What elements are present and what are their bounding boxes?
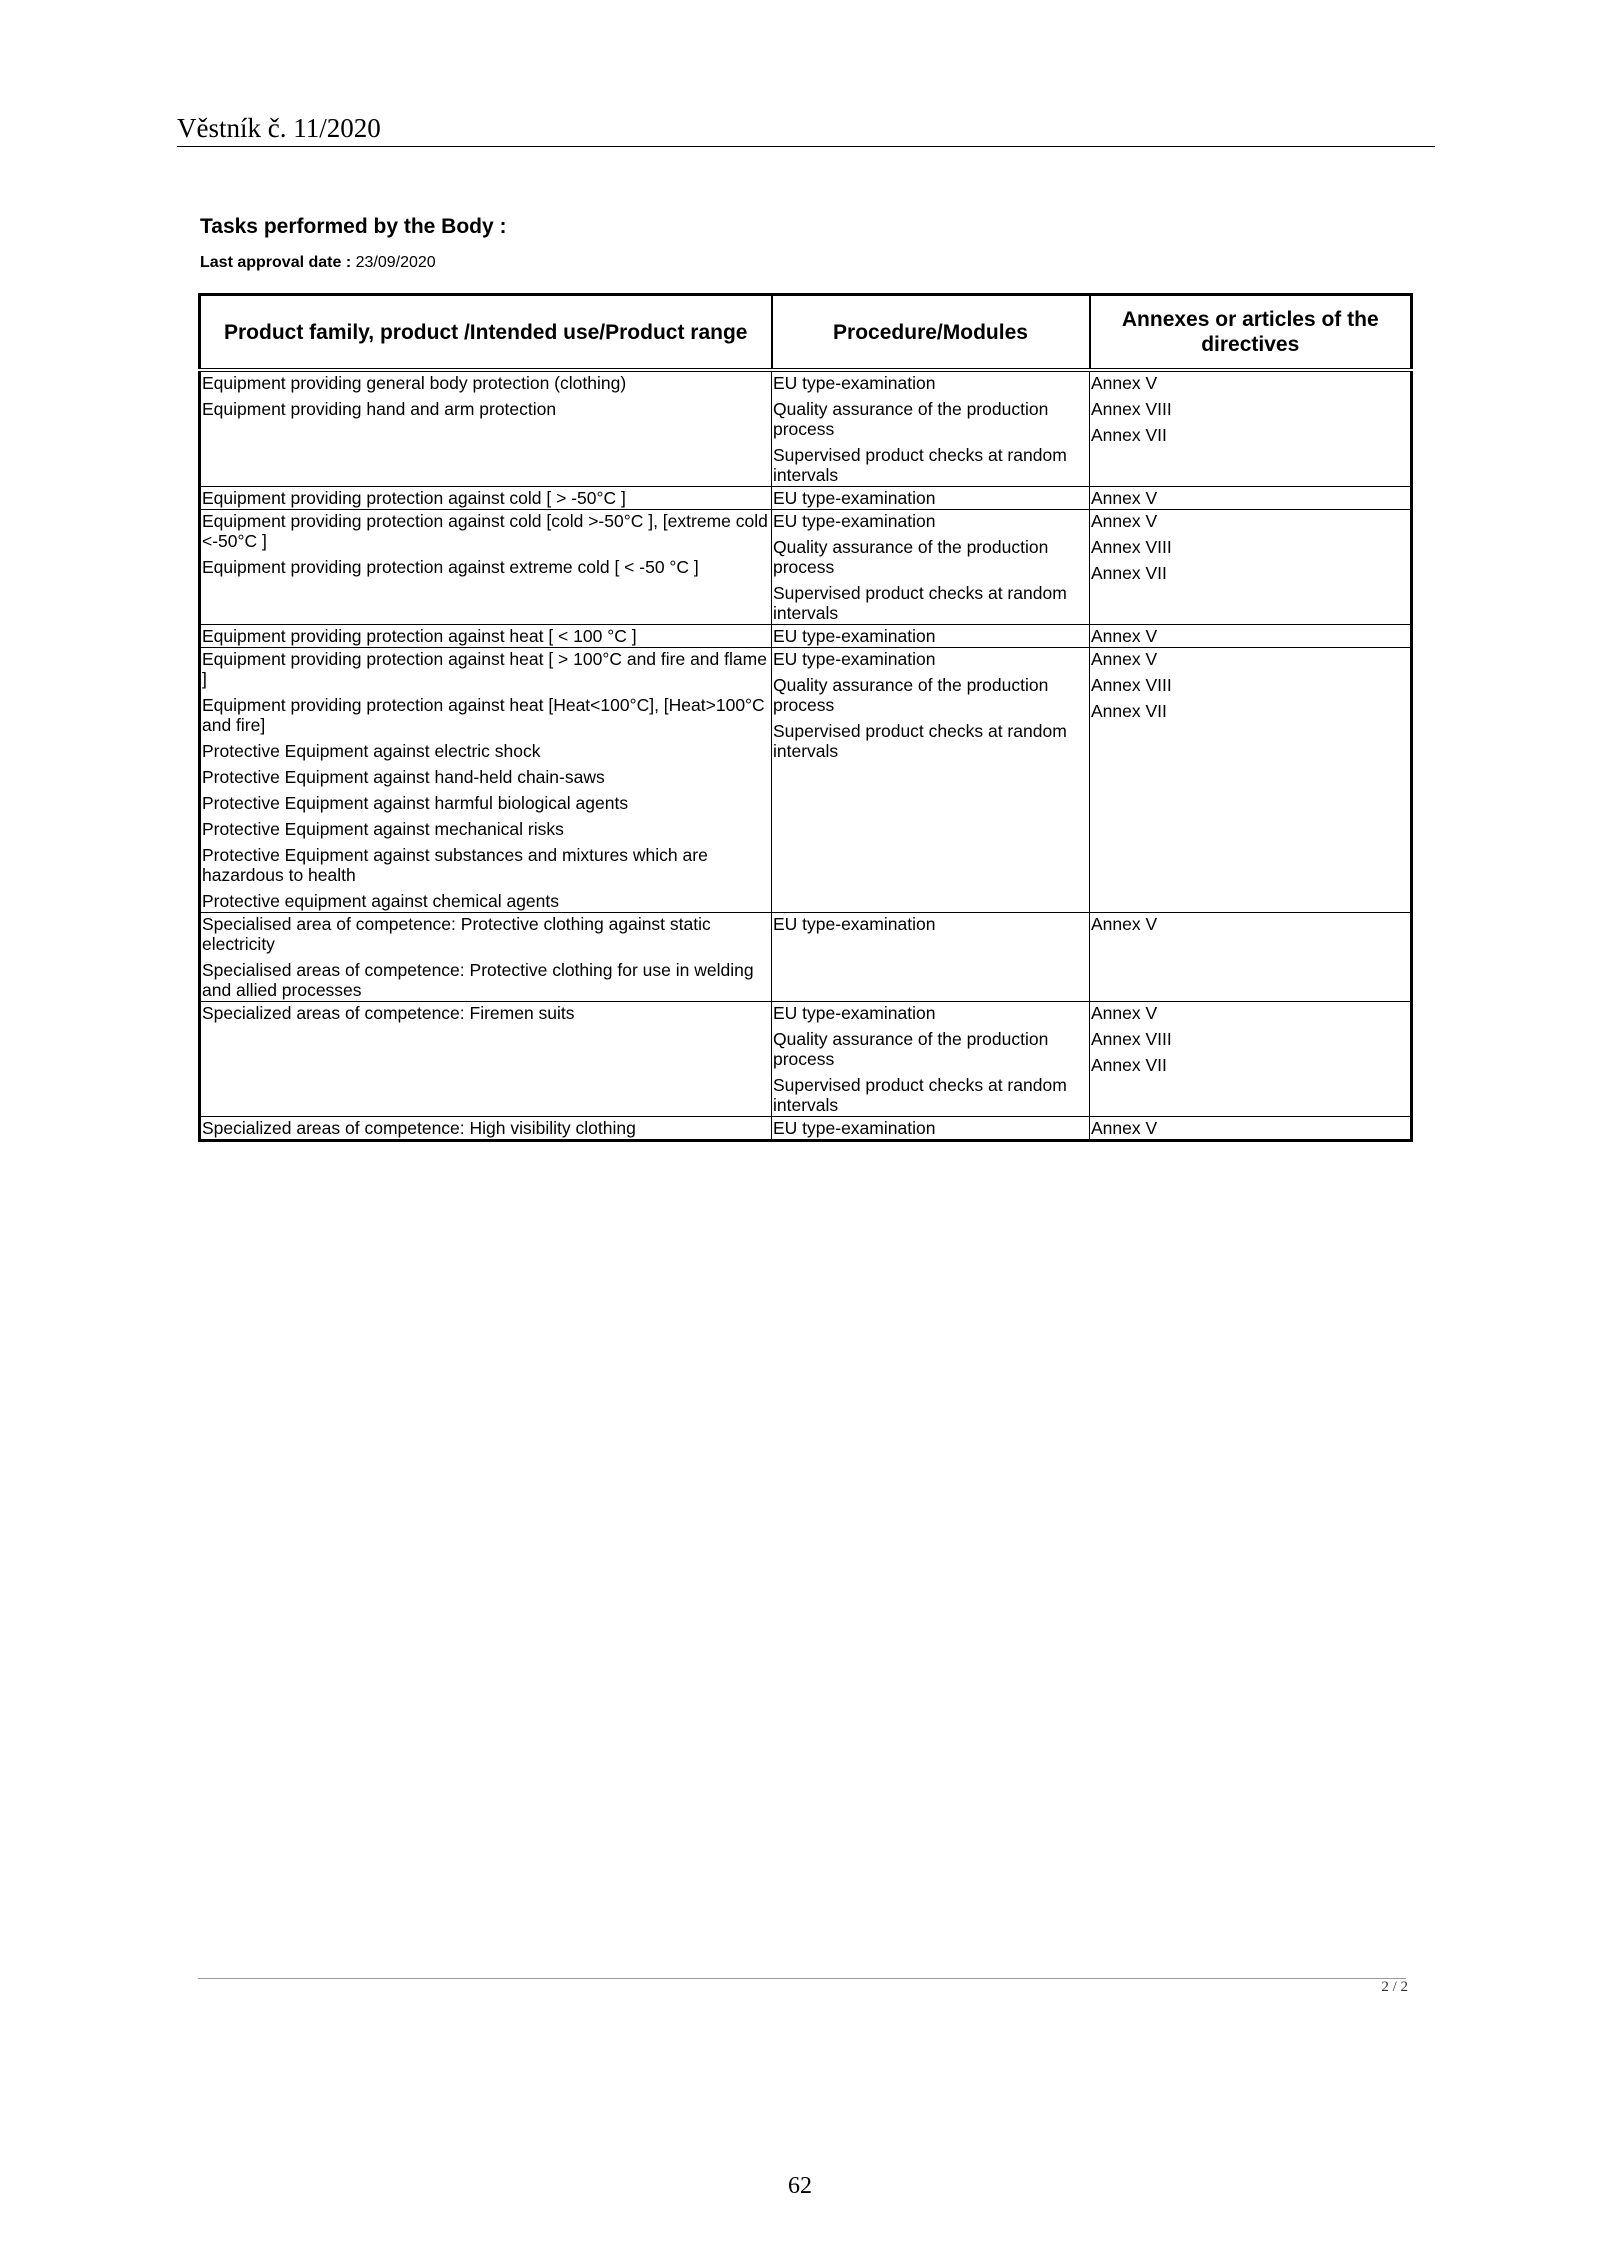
annex-entry: Annex VIII bbox=[1091, 399, 1172, 419]
page-of: 2 / 2 bbox=[1381, 1979, 1408, 1995]
approval-date: 23/09/2020 bbox=[355, 254, 436, 271]
product-cell bbox=[200, 370, 772, 487]
product-cell bbox=[200, 625, 772, 648]
procedure-entry: Supervised product checks at random intervals bbox=[773, 1075, 1067, 1115]
footer-rule bbox=[198, 1978, 1406, 1979]
annex-entry: Annex V bbox=[1091, 914, 1158, 934]
product-cell bbox=[200, 487, 772, 510]
procedure-entry: Supervised product checks at random intervals bbox=[773, 445, 1067, 485]
product-entry: Equipment providing protection against extreme cold [ < -50 °C ] bbox=[202, 557, 699, 577]
journal-title: Věstník č. 11/2020 bbox=[177, 113, 381, 143]
annex-cell bbox=[1090, 370, 1412, 487]
table-body bbox=[200, 370, 1412, 1141]
product-entry: Equipment providing protection against cold [ > -50°C ] bbox=[202, 488, 626, 508]
procedure-entry: EU type-examination bbox=[773, 626, 936, 646]
product-entry: Equipment providing general body protection (clothing) bbox=[202, 373, 627, 393]
section-title: Tasks performed by the Body : bbox=[200, 215, 507, 238]
procedure-entry: EU type-examination bbox=[773, 373, 936, 393]
product-entry: Protective Equipment against mechanical risks bbox=[202, 819, 564, 839]
annex-entry: Annex V bbox=[1091, 511, 1158, 531]
annex-entry: Annex VIII bbox=[1091, 675, 1172, 695]
product-entry: Specialised areas of competence: Protective clothing for use in welding and allied processes bbox=[202, 960, 754, 1000]
annex-entry: Annex V bbox=[1091, 373, 1158, 393]
annex-entry: Annex VIII bbox=[1091, 537, 1172, 557]
product-entry: Equipment providing protection against heat [Heat<100°C], [Heat>100°C and fire] bbox=[202, 695, 765, 735]
product-entry: Equipment providing protection against heat [ < 100 °C ] bbox=[202, 626, 637, 646]
procedure-cell bbox=[772, 510, 1090, 625]
annex-entry: Annex V bbox=[1091, 626, 1158, 646]
header-procedure: Procedure/Modules bbox=[772, 295, 1090, 371]
annex-entry: Annex V bbox=[1091, 1003, 1158, 1023]
procedure-entry: EU type-examination bbox=[773, 511, 936, 531]
table-row bbox=[200, 625, 1412, 648]
annex-cell bbox=[1090, 510, 1412, 625]
annex-entry: Annex VII bbox=[1091, 563, 1167, 583]
product-cell bbox=[200, 648, 772, 913]
procedure-cell bbox=[772, 913, 1090, 1002]
table-row bbox=[200, 510, 1412, 625]
procedure-entry: EU type-examination bbox=[773, 649, 936, 669]
product-entry: Protective Equipment against hand-held chain-saws bbox=[202, 767, 605, 787]
approval-label: Last approval date : bbox=[200, 254, 356, 271]
annex-cell bbox=[1090, 1117, 1412, 1141]
product-entry: Specialized areas of competence: High visibility clothing bbox=[202, 1118, 636, 1138]
annex-entry: Annex VIII bbox=[1091, 1029, 1172, 1049]
annex-entry: Annex VII bbox=[1091, 1055, 1167, 1075]
procedure-entry: Supervised product checks at random intervals bbox=[773, 721, 1067, 761]
product-entry: Specialised area of competence: Protective clothing against static electricity bbox=[202, 914, 711, 954]
procedure-entry: EU type-examination bbox=[773, 488, 936, 508]
table-row bbox=[200, 648, 1412, 913]
page-number: 62 bbox=[788, 2173, 812, 2199]
procedure-entry: Quality assurance of the production process bbox=[773, 1029, 1049, 1069]
product-cell bbox=[200, 913, 772, 1002]
product-entry: Equipment providing hand and arm protection bbox=[202, 399, 557, 419]
annex-cell bbox=[1090, 1002, 1412, 1117]
procedure-entry: Quality assurance of the production process bbox=[773, 675, 1049, 715]
tasks-table bbox=[198, 293, 1413, 1142]
procedure-cell bbox=[772, 648, 1090, 913]
product-cell bbox=[200, 1002, 772, 1117]
product-entry: Equipment providing protection against heat [ > 100°C and fire and flame ] bbox=[202, 649, 767, 689]
procedure-entry: Supervised product checks at random intervals bbox=[773, 583, 1067, 623]
annex-cell bbox=[1090, 913, 1412, 1002]
table-row bbox=[200, 370, 1412, 487]
product-cell bbox=[200, 1117, 772, 1141]
annex-cell bbox=[1090, 487, 1412, 510]
product-cell bbox=[200, 510, 772, 625]
annex-cell bbox=[1090, 625, 1412, 648]
procedure-cell bbox=[772, 1002, 1090, 1117]
annex-entry: Annex V bbox=[1091, 1118, 1158, 1138]
procedure-entry: Quality assurance of the production process bbox=[773, 399, 1049, 439]
procedure-entry: EU type-examination bbox=[773, 1003, 936, 1023]
annex-entry: Annex V bbox=[1091, 488, 1158, 508]
product-entry: Protective Equipment against substances and mixtures which are hazardous to health bbox=[202, 845, 708, 885]
product-entry: Protective Equipment against electric shock bbox=[202, 741, 541, 761]
table-row bbox=[200, 487, 1412, 510]
procedure-entry: EU type-examination bbox=[773, 914, 936, 934]
header-annexes: Annexes or articles of the directives bbox=[1090, 295, 1412, 371]
table-header-row bbox=[200, 295, 1412, 371]
product-entry: Protective Equipment against harmful biological agents bbox=[202, 793, 629, 813]
procedure-cell bbox=[772, 1117, 1090, 1141]
product-entry: Equipment providing protection against cold [cold >-50°C ], [extreme cold <-50°C ] bbox=[202, 511, 768, 551]
product-entry: Protective equipment against chemical agents bbox=[202, 891, 560, 911]
procedure-cell bbox=[772, 625, 1090, 648]
procedure-cell bbox=[772, 487, 1090, 510]
annex-entry: Annex VII bbox=[1091, 425, 1167, 445]
header-product: Product family, product /Intended use/Product range bbox=[200, 295, 772, 371]
header-rule bbox=[177, 146, 1435, 147]
procedure-entry: EU type-examination bbox=[773, 1118, 936, 1138]
table-row bbox=[200, 1117, 1412, 1141]
product-entry: Specialized areas of competence: Firemen suits bbox=[202, 1003, 575, 1023]
annex-entry: Annex V bbox=[1091, 649, 1158, 669]
annex-cell bbox=[1090, 648, 1412, 913]
procedure-entry: Quality assurance of the production process bbox=[773, 537, 1049, 577]
procedure-cell bbox=[772, 370, 1090, 487]
table-row bbox=[200, 1002, 1412, 1117]
table-row bbox=[200, 913, 1412, 1002]
annex-entry: Annex VII bbox=[1091, 701, 1167, 721]
approval-line bbox=[200, 253, 436, 273]
